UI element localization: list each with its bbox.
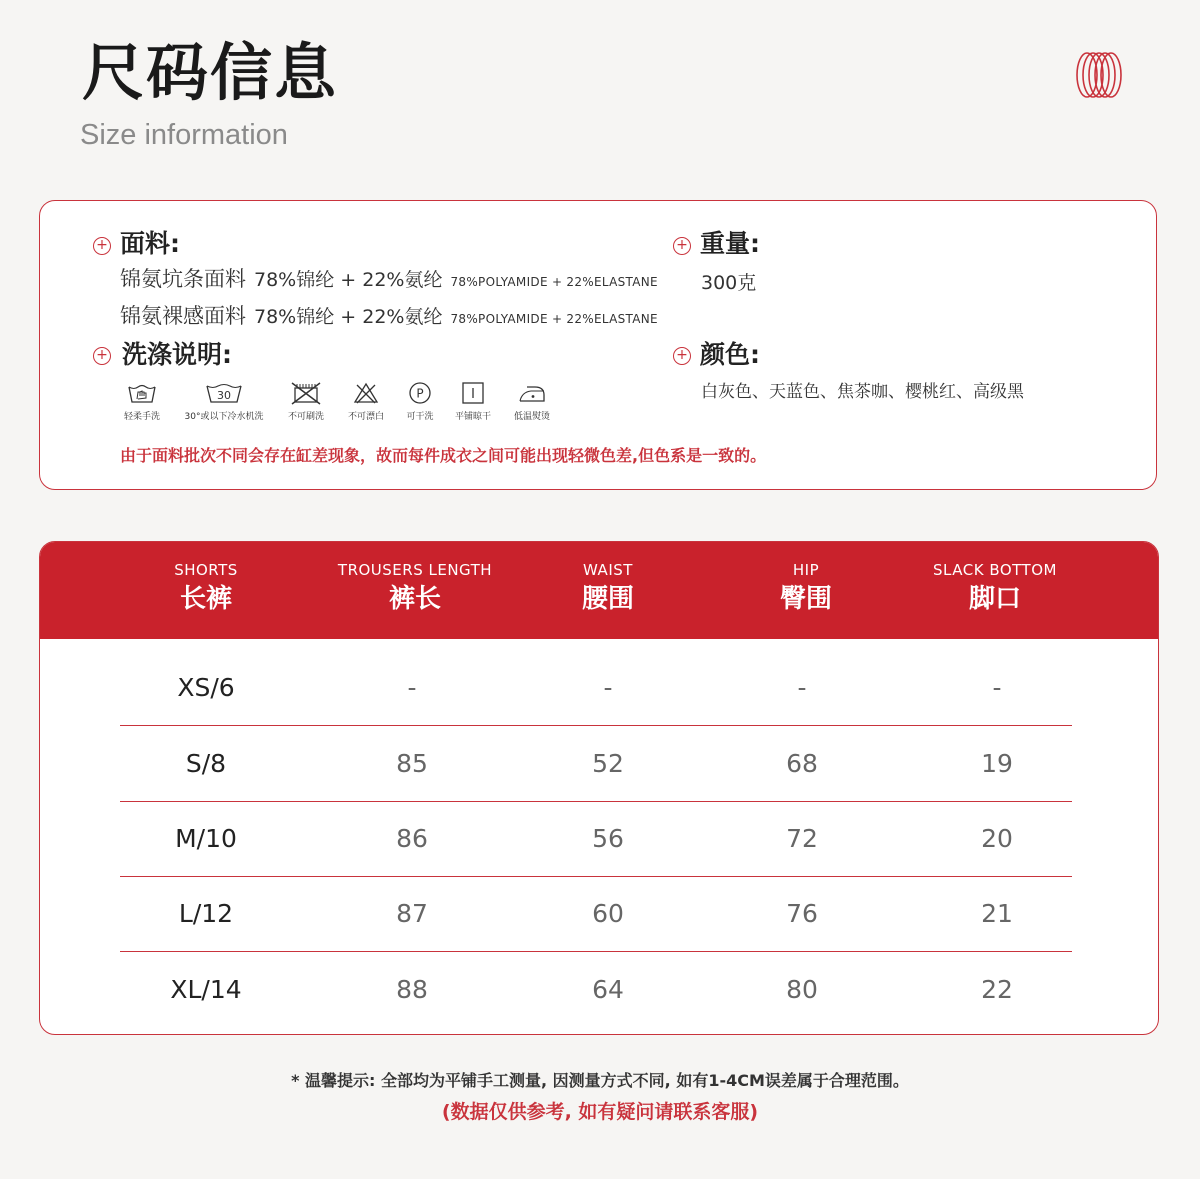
- care-item: [504, 381, 560, 422]
- gentle-hand-wash-icon: [127, 381, 157, 405]
- size-cell: M/10: [175, 824, 237, 853]
- column-header: [696, 542, 916, 612]
- column-header-cn: 长裤: [179, 584, 232, 614]
- column-header-cn: 脚口: [968, 584, 1021, 614]
- size-cell: XS/6: [177, 673, 235, 702]
- reference-note: (数据仅供参考, 如有疑问请联系客服): [441, 1101, 759, 1123]
- no-bleach-icon: [352, 381, 380, 405]
- column-header-en: SLACK BOTTOM: [933, 561, 1057, 579]
- fabric-name: 锦氨裸感面料: [120, 304, 246, 328]
- size-cell: L/12: [178, 899, 234, 928]
- care-label: 平铺晾干: [454, 412, 491, 422]
- column-header-en: WAIST: [583, 561, 633, 579]
- dry-clean-p-icon: [407, 381, 433, 405]
- low-iron-icon: [517, 381, 547, 405]
- trousers-length-cell: 85: [396, 749, 428, 778]
- weight-value: 300克: [701, 272, 757, 294]
- plus-circle-icon: +: [93, 237, 111, 255]
- trousers-length-cell: -: [407, 673, 417, 702]
- care-item: [172, 381, 276, 422]
- fabric-heading: 面料:: [120, 229, 180, 258]
- column-header: [96, 542, 316, 612]
- column-header: [498, 542, 718, 612]
- fabric-item: [120, 269, 658, 290]
- size-table-header: [40, 542, 1158, 639]
- care-label: 不可刷洗: [287, 412, 324, 422]
- slack-bottom-cell: 19: [981, 749, 1013, 778]
- column-header-cn: 臀围: [779, 584, 832, 614]
- waist-cell: 60: [592, 899, 624, 928]
- waist-cell: 56: [592, 824, 624, 853]
- care-item: [399, 381, 441, 422]
- fabric-name: 锦氨坑条面料: [120, 267, 246, 291]
- column-header-en: SHORTS: [174, 561, 238, 579]
- hip-cell: -: [797, 673, 807, 702]
- waist-cell: 52: [592, 749, 624, 778]
- weight-heading: 重量:: [700, 229, 760, 258]
- hip-cell: 68: [786, 749, 818, 778]
- column-header-en: TROUSERS LENGTH: [337, 561, 493, 579]
- column-header: [305, 542, 525, 612]
- fabric-composition-en: 78%POLYAMIDE + 22%ELASTANE: [450, 312, 658, 326]
- slack-bottom-cell: 20: [981, 824, 1013, 853]
- machine-wash-30-icon: [204, 381, 244, 405]
- column-header: [885, 542, 1105, 612]
- size-table: [39, 541, 1159, 1035]
- column-header-cn: 腰围: [581, 584, 634, 614]
- care-item: [118, 381, 166, 422]
- table-row: [120, 801, 1072, 877]
- slack-bottom-cell: -: [992, 673, 1002, 702]
- trousers-length-cell: 87: [396, 899, 428, 928]
- care-label: 不可漂白: [347, 412, 384, 422]
- care-label: 30°或以下冷水机洗: [184, 412, 264, 422]
- care-label: 低温熨烫: [513, 412, 550, 422]
- plus-circle-icon: +: [673, 237, 691, 255]
- brand-rings-icon: [1074, 50, 1124, 100]
- care-item: [278, 381, 334, 422]
- table-row: [120, 726, 1072, 802]
- care-label: 可干洗: [406, 412, 434, 422]
- fabric-item: [120, 306, 658, 327]
- page-subtitle: Size information: [80, 119, 288, 151]
- slack-bottom-cell: 22: [981, 975, 1013, 1004]
- no-brush-icon: [289, 381, 323, 405]
- hip-cell: 76: [786, 899, 818, 928]
- size-cell: S/8: [185, 749, 227, 778]
- fabric-composition: 78%锦纶 + 22%氨纶: [254, 269, 443, 291]
- page-title: 尺码信息: [82, 36, 339, 109]
- trousers-length-cell: 88: [396, 975, 428, 1004]
- waist-cell: -: [603, 673, 613, 702]
- column-header-cn: 裤长: [388, 584, 441, 614]
- plus-circle-icon: +: [673, 347, 691, 365]
- table-row: [120, 650, 1072, 726]
- table-row: [120, 952, 1072, 1028]
- color-difference-notice: 由于面料批次不同会存在缸差现象，故而每件成衣之间可能出现轻微色差,但色系是一致的。: [120, 446, 767, 465]
- slack-bottom-cell: 21: [981, 899, 1013, 928]
- measurement-tip: * 温馨提示: 全部均为平铺手工测量, 因测量方式不同, 如有1-4CM误差属于合理范围。: [291, 1071, 909, 1090]
- trousers-length-cell: 86: [396, 824, 428, 853]
- fabric-composition-en: 78%POLYAMIDE + 22%ELASTANE: [450, 275, 658, 289]
- column-header-en: HIP: [792, 561, 820, 579]
- fabric-composition: 78%锦纶 + 22%氨纶: [254, 306, 443, 328]
- table-row: [120, 876, 1072, 952]
- care-item: [446, 381, 500, 422]
- hip-cell: 72: [786, 824, 818, 853]
- size-cell: XL/14: [170, 975, 242, 1004]
- care-label: 轻柔手洗: [123, 412, 160, 422]
- product-info-card: [39, 200, 1157, 490]
- svg-text:P: P: [416, 386, 424, 401]
- hip-cell: 80: [786, 975, 818, 1004]
- care-item: [338, 381, 394, 422]
- washing-heading: 洗涤说明:: [122, 340, 232, 369]
- flat-dry-icon: [460, 381, 486, 405]
- svg-text:30: 30: [217, 389, 231, 402]
- color-value: 白灰色、天蓝色、焦茶咖、樱桃红、高级黑: [701, 382, 1024, 402]
- waist-cell: 64: [592, 975, 624, 1004]
- plus-circle-icon: +: [93, 347, 111, 365]
- color-heading: 颜色:: [700, 340, 760, 369]
